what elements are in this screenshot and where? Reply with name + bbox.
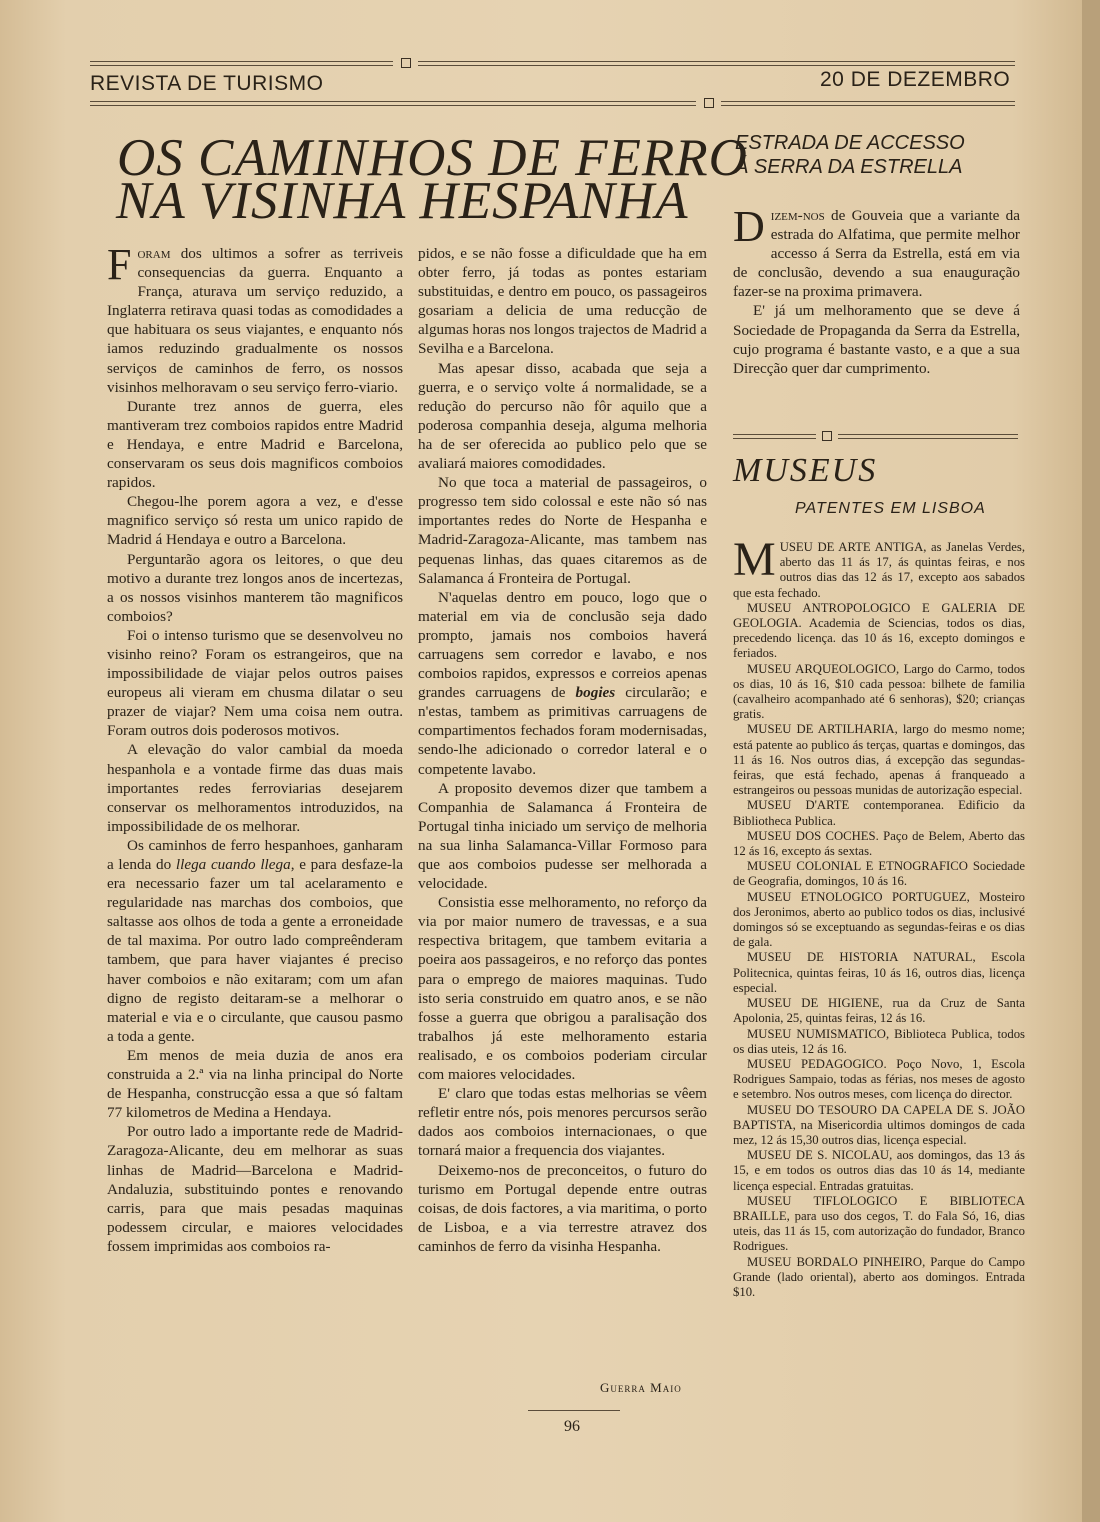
paragraph: Chegou-lhe porem agora a vez, e d'esse magnifico serviço só resta um unico rapido de Madrid á Hendaya e outro a Barcelona. xyxy=(107,493,403,549)
article-title-line2: NA VISINHA HESPANHA xyxy=(116,172,689,230)
paragraph: Perguntarão agora os leitores, o que deu motivo a durante trez longos anos de incertezas, a os nossos visinhos manterem tão magnificos comboios? xyxy=(107,550,403,625)
paragraph-text: N'aquelas dentro em pouco, logo que o material em via de conclusão seja dado prompto, jamais nos comboios haverá carruagens sem corredor e lavabo, e nos comboios rapidos, expressos e correios apenas grandes carruagens de xyxy=(418,588,707,702)
article1-column1 xyxy=(107,240,403,1256)
list-item: MUSEU PEDAGOGICO. Poço Novo, 1, Escola Rodrigues Sampaio, todas as férias, nos meses de agosto e setembro. Nos outros meses, com licença do director. xyxy=(733,1056,1025,1102)
author-signature: Guerra Maio xyxy=(600,1380,682,1395)
page-edge xyxy=(1082,0,1100,1522)
italic-phrase: bogies xyxy=(575,684,616,702)
paragraph-text: de Gouveia que a variante da estrada do Alfatima, que permite melhor accesso á Serra da Estrella, está em via de conclusão, devendo a sua enauguração fazer-se na proxima primavera. xyxy=(733,207,1020,301)
paragraph: Foi o intenso turismo que se desenvolveu no visinho reino? Foram os estrangeiros, que na impossibilidade de viajar pelos outros paises europeus ali vieram em chusma dilatar o seu prazer de viajar? Nem uma coisa nem outra. Foram outros dois poderosos motivos. xyxy=(107,626,403,740)
list-item: MUSEU BORDALO PINHEIRO, Parque do Campo Grande (lado oriental), aberto aos domingos. Entrada $10. xyxy=(733,1254,1025,1299)
paragraph-text: Os caminhos de ferro hespanhoes, ganharam a lenda do xyxy=(107,836,403,873)
paragraph xyxy=(107,836,403,1046)
list-item: MUSEU DE HIGIENE, rua da Cruz de Santa Apolonia, 25, quintas feiras, 12 ás 16. xyxy=(733,996,1025,1026)
section-divider-left xyxy=(733,434,816,439)
opening-smallcaps: oram xyxy=(137,245,171,262)
paragraph: No que toca a material de passageiros, o progresso tem sido colossal e este não só nas importantes redes do Norte de Hespanha e Madrid-Zaragoza-Alicante, mas tambem nas pequenas linhas, das quaes citaremos as de Salamanca á Fronteira de Portugal. xyxy=(418,474,707,587)
header-rule-bottom-left xyxy=(90,101,696,106)
paragraph: Deixemo-nos de preconceitos, o futuro do turismo em Portugal depende entre outras coisas, de dois factores, a via maritima, o porto de Lisboa, e a via terrestre atravez dos caminhos de ferro da visinha Hespanha. xyxy=(418,1161,707,1255)
page-number: 96 xyxy=(564,1418,580,1435)
list-item: MUSEU DE S. NICOLAU, aos domingos, das 13 ás 15, e em todos os outros dias das 10 ás 14, mediante licença especial. Entradas gratuitas. xyxy=(733,1148,1025,1193)
list-item: MUSEU COLONIAL E ETNOGRAFICO Sociedade de Geografia, domingos, 10 ás 16. xyxy=(733,859,1025,889)
list-item: MUSEU D'ARTE contemporanea. Edificio da Bibliotheca Publica. xyxy=(733,798,1025,828)
paragraph xyxy=(107,240,403,397)
paragraph: Consistia esse melhoramento, no reforço da via por maior numero de travessas, e a sua respectiva britagem, que tambem evitaria a poeira aos passageiros, e no reforço das pontes para o emprego de maiores maquinas. Tudo isto seria construido em quatro anos, e se não fosse a guerra que obrigou a paralisação dos trabalhos já este melhoramento estaria realisado, e os comboios poderiam circular com maiores velocidades. xyxy=(418,894,707,1084)
italic-phrase: llega cuando llega xyxy=(175,856,291,873)
paragraph xyxy=(733,202,1020,301)
list-item-text: USEU DE ARTE ANTIGA, as Janelas Verdes, aberto das 11 ás 17, ás quintas feiras, e nos outros dias das 12 ás 17, excepto aos sabados que esta fechado. xyxy=(733,540,1025,600)
header-rule-top-left xyxy=(90,61,393,66)
list-item: MUSEU NUMISMATICO, Biblioteca Publica, todos os dias uteis, 12 ás 16. xyxy=(733,1026,1025,1056)
paragraph-text: circularão; e n'estas, tambem as primitivas carruagens de compartimentos fechados foram modernisadas, sendo-lhe adicionado o corredor lateral e o competente lavabo. xyxy=(418,684,708,778)
opening-smallcaps: izem-nos xyxy=(770,207,825,224)
list-item: MUSEU ETNOLOGICO PORTUGUEZ, Mosteiro dos Jeronimos, aberto ao publico todos os dias, inclusivé domingos só se exceptuando as segundas-feiras e os dias de gala. xyxy=(733,889,1025,950)
paragraph: pidos, e se não fosse a dificuldade que ha em obter ferro, já todas as pontes estariam substituidas, e dentro em pouco, os passageiros gosariam a delicia de uma reducção de algumas horas nos longos trajectos de Madrid a Sevilha e a Barcelona. xyxy=(418,245,707,358)
museus-list xyxy=(733,533,1025,1300)
list-item: MUSEU ARQUEOLOGICO, Largo do Carmo, todos os dias, 10 ás 16, $10 cada pessoa: bilhete de familia (cavalheiro acompanhado até 6 senhoras), $20; crianças gratis. xyxy=(733,661,1025,722)
footer-rule xyxy=(528,1410,620,1411)
paragraph: Em menos de meia duzia de anos era construida a 2.ª via na linha principal do Norte de Hespanha, construcção essa a que só faltam 77 kilometros de Medina a Hendaya. xyxy=(107,1046,403,1122)
paragraph: A proposito devemos dizer que tambem a Companhia de Salamanca á Fronteira de Portugal tinha iniciado um serviço de melhoria na sua linha Salamanca-Villar Formoso para que aos comboios pudesse ser melhorada a velocidade. xyxy=(418,779,707,893)
list-item: MUSEU DE HISTORIA NATURAL, Escola Politecnica, quintas feiras, 10 ás 16, outros dias, licença especial. xyxy=(733,950,1025,995)
article2-title-line2: Á SERRA DA ESTRELLA xyxy=(735,156,963,178)
paragraph: E' claro que todas estas melhorias se vêem refletir entre nós, pois menores percursos serão dados aos comboios internacionaes, o que tornará maior a frequencia dos viajantes. xyxy=(418,1085,707,1160)
list-item xyxy=(733,533,1025,601)
paragraph xyxy=(418,588,707,779)
paragraph-text: dos ultimos a sofrer as terriveis consequencias da guerra. Enquanto a França, aturava um serviço reduzido, a Inglaterra retirava quasi todas as comodidades a que habituara os seus viajantes, e enquanto nós iamos reduzindo gradualmente os nossos serviços de caminhos de ferro, os nossos visinhos melhoravam o seu serviço ferro-viario. xyxy=(107,245,403,396)
museus-title: MUSEUS xyxy=(733,452,878,489)
ornament-box-icon xyxy=(704,98,714,108)
list-item: MUSEU DO TESOURO DA CAPELA DE S. JOÃO BAPTISTA, na Misericordia ultimos domingos de cada mez, 12 ás 15,30 outros dias, licença especial. xyxy=(733,1102,1025,1147)
header-left-title: REVISTA DE TURISMO xyxy=(90,72,324,95)
list-item: MUSEU DE ARTILHARIA, largo do mesmo nome; está patente ao publico ás terças, quartas e domingos, das 11 ás 16. Nos outros dias, á excepção das segundas-feiras, que está fechado, apenas á franqueado a estrangeiros ou pessoas munidas de autorização especial. xyxy=(733,722,1025,798)
drop-cap: M xyxy=(733,533,776,586)
drop-cap: D xyxy=(733,202,765,251)
header-right-date: 20 DE DEZEMBRO xyxy=(820,68,1011,91)
paragraph: Mas apesar disso, acabada que seja a guerra, e o serviço volte á normalidade, se a redução do percurso não fôr aquilo que a poderosa companhia deseja, alguma melhoria ha de ser oferecida ao publico pelo que se avaliará maiores comodidades. xyxy=(418,359,707,473)
paragraph: A elevação do valor cambial da moeda hespanhola e a vontade firme das duas mais importantes redes ferroviarias desejarem conservar os melhoramentos introduzidos, na impossibilidade de os melhorar. xyxy=(107,741,403,835)
paragraph-text: , e para desfaze-la era necessario fazer um tal acelaramento e regularidade nas marchas dos comboios, que saltasse aos olhos de toda a gente a erroneidade de tal maxima. Por outro lado compreênderam tambem, que para haver viajantes é preciso haver comboios e não exitaram; com um afan digno de registo deitaram-se a melhorar o material e via e o circulante, que causou pasmo a toda a gente. xyxy=(107,856,403,1045)
list-item: MUSEU DOS COCHES. Paço de Belem, Aberto das 12 ás 16, excepto ás sextas. xyxy=(733,828,1025,859)
article2-body xyxy=(733,202,1020,378)
paragraph: Por outro lado a importante rede de Madrid-Zaragoza-Alicante, deu em melhorar as suas linhas de Madrid—Barcelona e Madrid-Andaluzia, substituindo pontes e renovando carris, para que mais pesadas maquinas podessem circular, e maiores velocidades fossem imprimidas aos comboios ra- xyxy=(107,1123,403,1255)
ornament-box-icon xyxy=(822,431,832,441)
section-divider-right xyxy=(838,434,1018,439)
header-rule-bottom-right xyxy=(721,101,1015,106)
museus-subtitle: PATENTES EM LISBOA xyxy=(795,500,986,517)
paragraph: E' já um melhoramento que se deve á Sociedade de Propaganda da Serra da Estrella, cujo programa é bastante vasto, e a que a sua Direcção quer dar cumprimento. xyxy=(733,302,1020,377)
article-title-line1: OS CAMINHOS DE FERRO xyxy=(117,129,748,187)
article1-column2 xyxy=(418,244,707,1256)
list-item: MUSEU TIFLOLOGICO E BIBLIOTECA BRAILLE, para uso dos cegos, T. do Fala Só, 16, dias uteis, das 11 ás 15, com autorização do fundador, Branco Rodrigues. xyxy=(733,1193,1025,1254)
paragraph: Durante trez annos de guerra, eles mantiveram trez comboios rapidos entre Madrid e Hendaya, e entre Madrid e Barcelona, conservaram os seus dois magnificos comboios rapidos. xyxy=(107,397,403,492)
article2-title-line1: ESTRADA DE ACCESSO xyxy=(735,132,965,154)
ornament-box-icon xyxy=(401,58,411,68)
header-rule-top-right xyxy=(418,61,1015,66)
list-item: MUSEU ANTROPOLOGICO E GALERIA DE GEOLOGIA. Academia de Sciencias, todos os dias, precedendo licença. das 10 ás 16, excepto domingos e feriados. xyxy=(733,600,1025,661)
drop-cap: F xyxy=(107,240,132,289)
